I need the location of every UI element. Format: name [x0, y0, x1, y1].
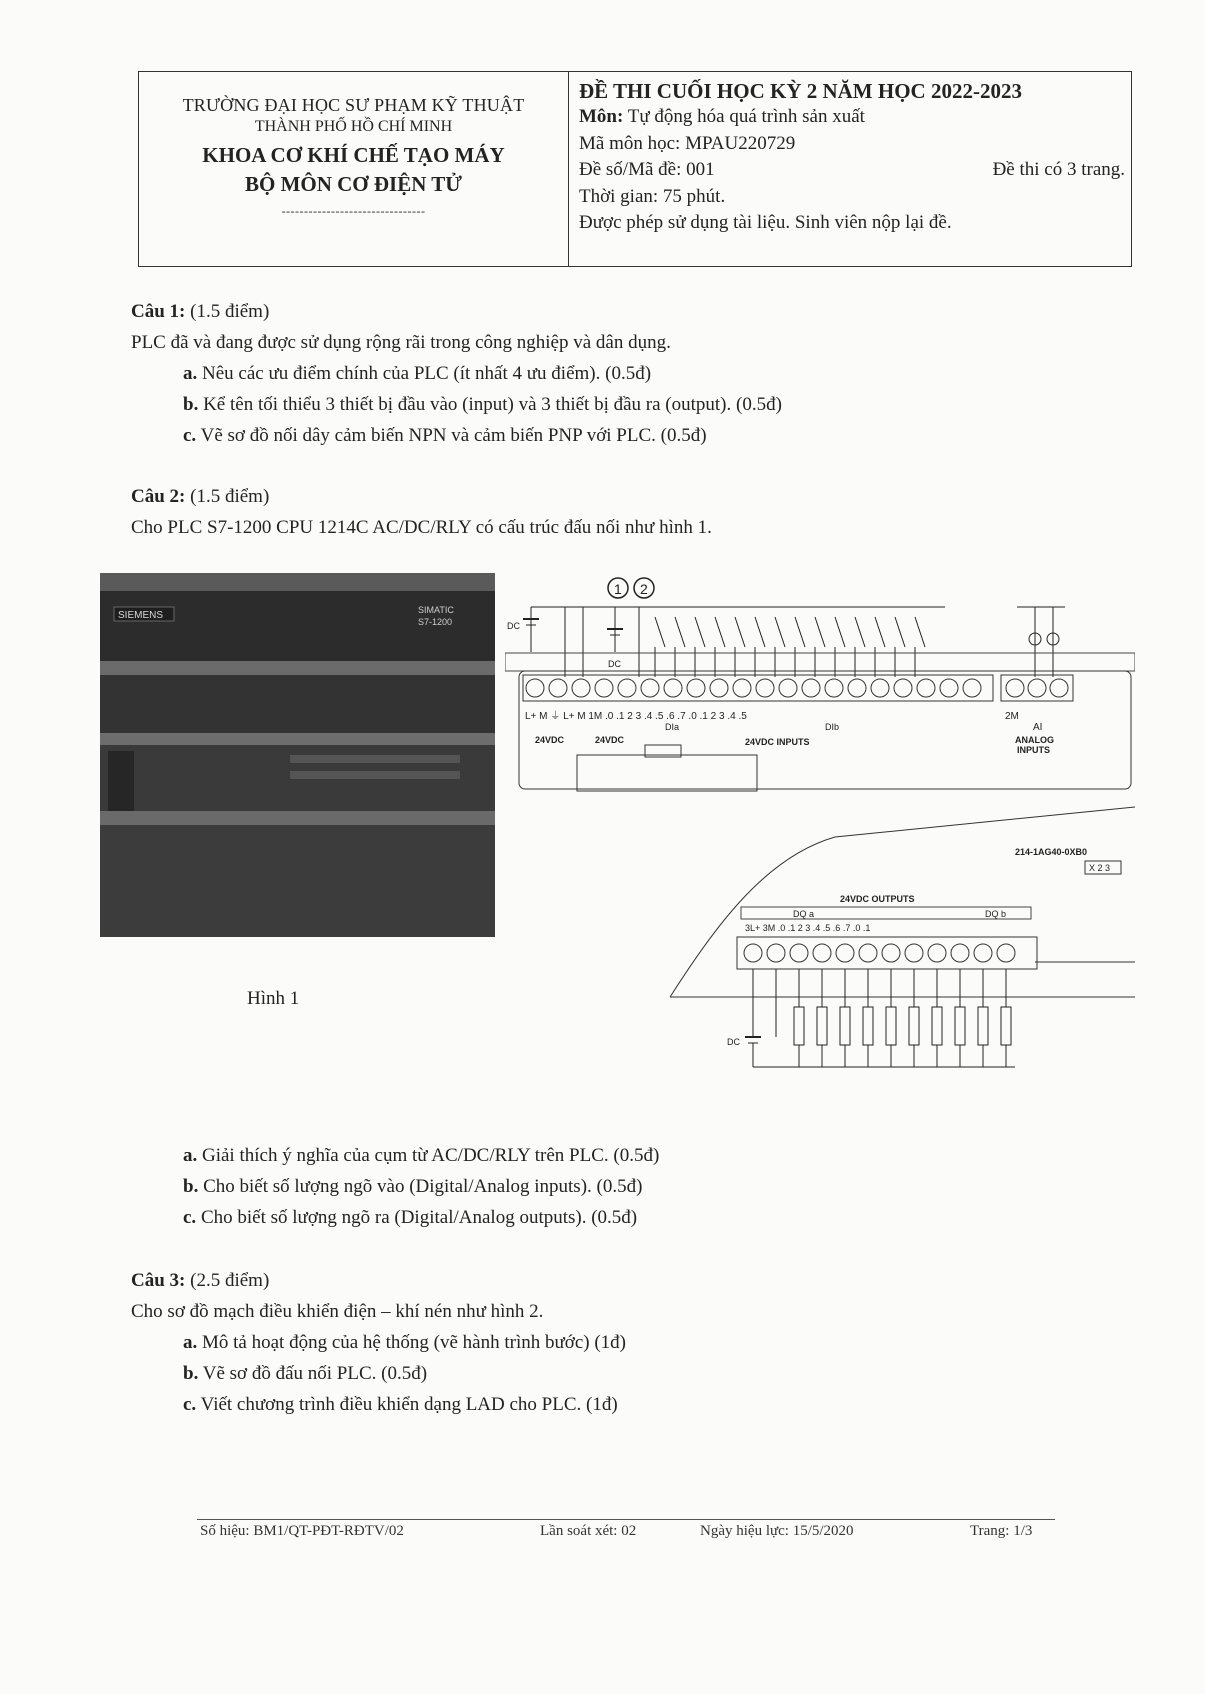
footer-doc-code: Số hiệu: BM1/QT-PĐT-RĐTV/02	[200, 1523, 404, 1539]
label-24vdc-outputs: 24VDC OUTPUTS	[840, 894, 915, 904]
question-2-intro: Cho PLC S7-1200 CPU 1214C AC/DC/RLY có cấu trúc đấu nối như hình 1.	[131, 517, 712, 538]
footer-page-number: Trang: 1/3	[970, 1523, 1033, 1539]
question-2-points: (1.5 điểm)	[190, 486, 270, 507]
output-loads	[745, 969, 1015, 1067]
subject-line	[579, 104, 1125, 131]
exam-code-row	[579, 157, 1125, 184]
item-key: a.	[183, 1332, 198, 1353]
item-text: Vẽ sơ đồ đấu nối PLC. (0.5đ)	[202, 1363, 428, 1384]
output-screws	[744, 944, 1015, 962]
item-text: Cho biết số lượng ngõ ra (Digital/Analog outputs). (0.5đ)	[200, 1207, 638, 1228]
label-analog-2: INPUTS	[1017, 745, 1051, 755]
question-3	[131, 1265, 626, 1420]
plc-wiring-diagram	[505, 567, 1135, 1107]
label-dqa: DQ a	[793, 909, 815, 919]
footer-rule	[197, 1519, 1055, 1520]
university-city: THÀNH PHỐ HỒ CHÍ MINH	[254, 118, 453, 135]
item-key: c.	[183, 1394, 197, 1415]
output-terminal-labels: 3L+ 3M .0 .1 2 3 .4 .5 .6 .7 .0 .1	[745, 923, 871, 933]
exam-duration: Thời gian: 75 phút.	[579, 185, 726, 207]
question-1	[131, 296, 782, 451]
question-2	[131, 481, 712, 543]
item-key: a.	[183, 1145, 198, 1166]
question-3-title	[131, 1265, 626, 1296]
exam-title: ĐỀ THI CUỐI HỌC KỲ 2 NĂM HỌC 2022-2023	[579, 79, 1022, 103]
module-code: X 2 3	[1089, 863, 1111, 873]
question-1-label: Câu 1:	[131, 301, 186, 322]
photo-model-2: S7-1200	[418, 617, 453, 627]
item-key: c.	[183, 425, 197, 446]
question-1-item	[131, 358, 782, 389]
item-key: c.	[183, 1207, 197, 1228]
question-3-intro: Cho sơ đồ mạch điều khiển điện – khí nén như hình 2.	[131, 1301, 544, 1322]
question-3-label: Câu 3:	[131, 1270, 186, 1291]
materials-note: Được phép sử dụng tài liệu. Sinh viên nộp lại đề.	[579, 212, 952, 233]
dc-label-3: DC	[727, 1037, 740, 1047]
item-text: Mô tả hoạt động của hệ thống (vẽ hành trình bước) (1đ)	[202, 1332, 626, 1353]
question-2-item	[131, 1171, 659, 1202]
item-text: Cho biết số lượng ngõ vào (Digital/Analog inputs). (0.5đ)	[203, 1176, 643, 1197]
pages-note: Đề thi có 3 trang.	[992, 159, 1125, 180]
part-number: 214-1AG40-0XB0	[1015, 847, 1088, 857]
plc-photo	[100, 573, 495, 937]
item-text: Vẽ sơ đồ nối dây cảm biến NPN và cảm biến PNP với PLC. (0.5đ)	[200, 425, 707, 446]
marker-1: 1	[614, 581, 622, 597]
question-3-item	[131, 1389, 626, 1420]
question-3-item	[131, 1327, 626, 1358]
question-2-item	[131, 1140, 659, 1171]
label-ai: AI	[1033, 722, 1043, 733]
label-analog-1: ANALOG	[1015, 735, 1054, 745]
course-code: Mã môn học: MPAU220729	[579, 132, 796, 154]
item-key: b.	[183, 1363, 199, 1384]
input-screws	[526, 679, 1068, 697]
department-name: BỘ MÔN CƠ ĐIỆN TỬ	[244, 172, 462, 196]
marker-2: 2	[640, 581, 648, 597]
input-terminal-labels: L+ M ⏚ L+ M 1M .0 .1 2 3 .4 .5 .6 .7 .0 .1 2 3 .4 .5	[525, 711, 747, 722]
item-text: Nêu các ưu điểm chính của PLC (ít nhất 4 ưu điểm). (0.5đ)	[202, 363, 652, 384]
label-dqb: DQ b	[985, 909, 1007, 919]
item-text: Viết chương trình điều khiển dạng LAD cho PLC. (1đ)	[200, 1394, 618, 1415]
page-footer	[200, 1523, 1055, 1540]
question-1-title	[131, 296, 782, 327]
question-1-item	[131, 389, 782, 420]
question-2-item	[131, 1202, 659, 1233]
question-2-title	[131, 481, 712, 512]
question-3-item	[131, 1358, 626, 1389]
question-3-points: (2.5 điểm)	[190, 1270, 270, 1291]
exam-info-block	[569, 72, 1131, 266]
item-key: b.	[183, 394, 199, 415]
exam-code: Đề số/Mã đề: 001	[579, 159, 715, 180]
exam-header	[138, 71, 1132, 267]
label-dia: DIa	[665, 722, 680, 732]
faculty-name: KHOA CƠ KHÍ CHẾ TẠO MÁY	[202, 143, 505, 167]
university-name: TRƯỜNG ĐẠI HỌC SƯ PHẠM KỸ THUẬT	[182, 95, 525, 115]
item-text: Giải thích ý nghĩa của cụm từ AC/DC/RLY trên PLC. (0.5đ)	[202, 1145, 660, 1166]
label-2m: 2M	[1005, 711, 1019, 722]
subject-value: Tự động hóa quá trình sản xuất	[627, 106, 865, 127]
item-key: a.	[183, 363, 198, 384]
label-24vdc-1: 24VDC	[535, 735, 565, 745]
item-text: Kể tên tối thiểu 3 thiết bị đầu vào (input) và 3 thiết bị đầu ra (output). (0.5đ)	[203, 394, 782, 415]
institution-block	[139, 72, 569, 266]
header-divider: --------------------------------	[281, 204, 426, 218]
question-1-intro: PLC đã và đang được sử dụng rộng rãi trong công nghiệp và dân dụng.	[131, 332, 671, 353]
dc-label-1: DC	[507, 621, 520, 631]
photo-model-1: SIMATIC	[418, 605, 454, 615]
label-24vdc-2: 24VDC	[595, 735, 625, 745]
question-1-item	[131, 420, 782, 451]
question-2-items	[131, 1140, 659, 1233]
dc-label-2: DC	[608, 659, 621, 669]
footer-revision: Lần soát xét: 02	[540, 1523, 637, 1539]
photo-brand: SIEMENS	[118, 610, 164, 621]
subject-label: Môn:	[579, 106, 624, 127]
question-2-label: Câu 2:	[131, 486, 186, 507]
item-key: b.	[183, 1176, 199, 1197]
footer-effective-date: Ngày hiệu lực: 15/5/2020	[700, 1523, 854, 1539]
label-24vdc-inputs: 24VDC INPUTS	[745, 737, 810, 747]
figure-caption: Hình 1	[247, 988, 300, 1009]
label-dib: DIb	[825, 722, 840, 732]
question-1-points: (1.5 điểm)	[190, 301, 270, 322]
